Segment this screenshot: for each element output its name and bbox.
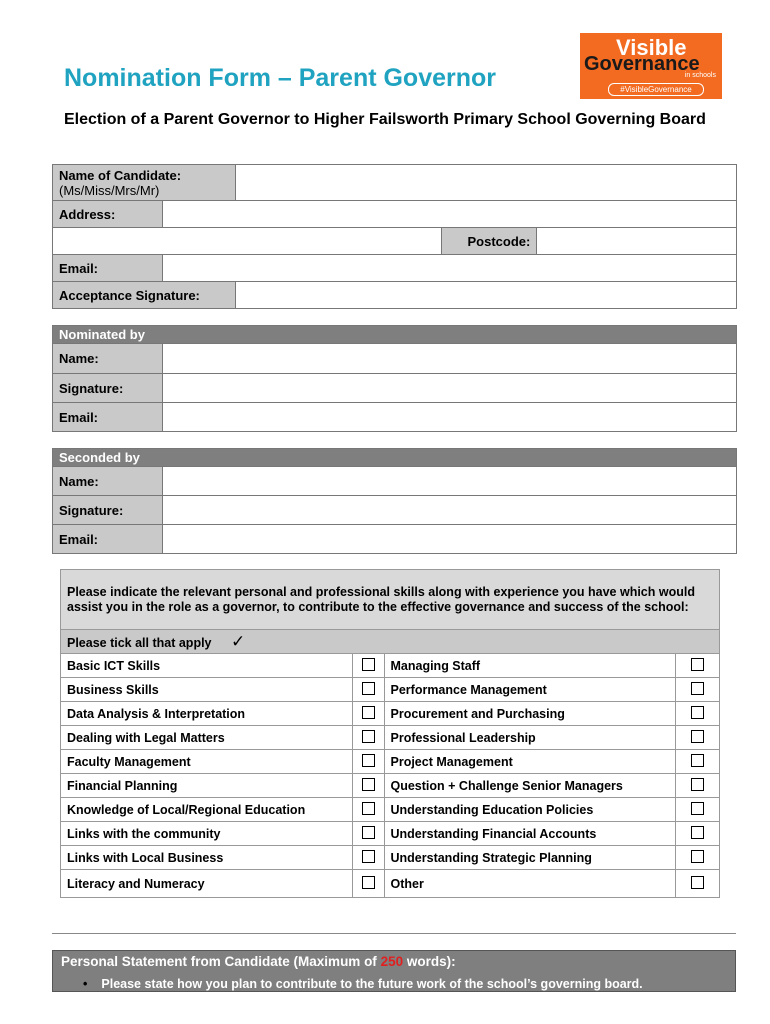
skill-checkbox-cell	[676, 774, 720, 798]
page-title: Nomination Form – Parent Governor	[64, 64, 497, 92]
skill-label: Links with the community	[61, 822, 353, 846]
skill-checkbox[interactable]	[691, 850, 704, 863]
personal-statement-bullet: • Please state how you plan to contribute to the future work of the school’s governing board.	[83, 977, 643, 991]
table-row	[61, 750, 720, 774]
skill-checkbox-cell	[352, 870, 384, 898]
skill-checkbox-cell	[676, 846, 720, 870]
logo-line2: Governance	[584, 53, 700, 75]
candidate-name-label: Name of Candidate: (Ms/Miss/Mrs/Mr)	[53, 165, 236, 201]
skill-checkbox-cell	[352, 774, 384, 798]
skill-checkbox-cell	[352, 846, 384, 870]
skill-checkbox-cell	[352, 798, 384, 822]
skill-label: Understanding Education Policies	[384, 798, 676, 822]
skill-checkbox[interactable]	[362, 802, 375, 815]
nominator-signature-label: Signature:	[53, 374, 163, 403]
table-row	[61, 726, 720, 750]
skill-label: Understanding Strategic Planning	[384, 846, 676, 870]
seconder-signature-label: Signature:	[53, 496, 163, 525]
skill-label: Data Analysis & Interpretation	[61, 702, 353, 726]
skill-label: Procurement and Purchasing	[384, 702, 676, 726]
postcode-field[interactable]	[537, 228, 737, 255]
skill-label: Dealing with Legal Matters	[61, 726, 353, 750]
skill-label: Faculty Management	[61, 750, 353, 774]
seconder-email-label: Email:	[53, 525, 163, 554]
acceptance-signature-field[interactable]	[235, 282, 736, 309]
skill-checkbox-cell	[676, 702, 720, 726]
skill-checkbox-cell	[676, 870, 720, 898]
logo-line3: in schools	[684, 72, 716, 79]
skill-checkbox[interactable]	[691, 658, 704, 671]
skill-checkbox[interactable]	[691, 730, 704, 743]
table-row	[61, 702, 720, 726]
personal-statement-header	[52, 950, 736, 992]
visible-governance-logo	[580, 33, 722, 99]
skill-checkbox[interactable]	[691, 778, 704, 791]
skill-checkbox-cell	[352, 678, 384, 702]
postcode-label: Postcode:	[442, 228, 537, 255]
skill-checkbox-cell	[676, 726, 720, 750]
table-row	[61, 774, 720, 798]
skill-checkbox[interactable]	[362, 826, 375, 839]
seconder-name-field[interactable]	[162, 467, 736, 496]
skill-checkbox-cell	[352, 822, 384, 846]
skill-checkbox[interactable]	[691, 876, 704, 889]
candidate-name-sublabel: (Ms/Miss/Mrs/Mr)	[59, 182, 160, 198]
skill-checkbox[interactable]	[691, 802, 704, 815]
skill-checkbox-cell	[352, 654, 384, 678]
skill-checkbox[interactable]	[362, 754, 375, 767]
table-row	[61, 822, 720, 846]
skill-checkbox-cell	[676, 798, 720, 822]
page-subtitle: Election of a Parent Governor to Higher Failsworth Primary School Governing Board	[64, 111, 706, 128]
skill-checkbox[interactable]	[362, 682, 375, 695]
skill-label: Understanding Financial Accounts	[384, 822, 676, 846]
bullet-icon: •	[83, 977, 88, 991]
skill-label: Question + Challenge Senior Managers	[384, 774, 676, 798]
skill-checkbox-cell	[676, 822, 720, 846]
table-row	[61, 846, 720, 870]
skill-label: Project Management	[384, 750, 676, 774]
skills-table	[60, 569, 720, 898]
skill-checkbox-cell	[352, 702, 384, 726]
skill-label: Literacy and Numeracy	[61, 870, 353, 898]
section-divider	[52, 933, 736, 934]
skill-checkbox[interactable]	[362, 658, 375, 671]
skill-checkbox-cell	[676, 750, 720, 774]
logo-line1: Visible	[616, 35, 687, 60]
candidate-name-field[interactable]	[235, 165, 736, 201]
skill-checkbox[interactable]	[362, 876, 375, 889]
nominator-email-field[interactable]	[162, 403, 736, 432]
candidate-email-field[interactable]	[162, 255, 736, 282]
skill-label: Financial Planning	[61, 774, 353, 798]
table-row	[61, 678, 720, 702]
seconder-email-field[interactable]	[162, 525, 736, 554]
personal-statement-title: Personal Statement from Candidate (Maximum of 250 words):	[61, 954, 456, 969]
skill-checkbox[interactable]	[691, 682, 704, 695]
acceptance-signature-label: Acceptance Signature:	[53, 282, 236, 309]
candidate-email-label: Email:	[53, 255, 163, 282]
nominated-table	[52, 325, 737, 432]
skills-intro: Please indicate the relevant personal and professional skills along with experience you have which would assist you in the role as a governor, to contribute to the effective governance and success of the school:	[61, 570, 720, 630]
nominator-name-field[interactable]	[162, 344, 736, 374]
seconded-table	[52, 448, 737, 554]
skill-label: Professional Leadership	[384, 726, 676, 750]
address-field-line1[interactable]	[162, 201, 736, 228]
skill-checkbox-cell	[352, 726, 384, 750]
nominator-name-label: Name:	[53, 344, 163, 374]
skill-checkbox[interactable]	[362, 730, 375, 743]
tick-instruction-label: Please tick all that apply	[67, 635, 212, 650]
skill-checkbox[interactable]	[691, 826, 704, 839]
skill-label: Managing Staff	[384, 654, 676, 678]
table-row	[61, 798, 720, 822]
skill-checkbox[interactable]	[362, 778, 375, 791]
nominator-signature-field[interactable]	[162, 374, 736, 403]
skill-checkbox[interactable]	[362, 706, 375, 719]
candidate-table	[52, 164, 737, 309]
skill-checkbox-cell	[352, 750, 384, 774]
table-row	[61, 654, 720, 678]
seconder-name-label: Name:	[53, 467, 163, 496]
word-limit: 250	[380, 954, 404, 969]
table-row	[61, 870, 720, 898]
nominated-header: Nominated by	[53, 326, 737, 344]
tick-instruction	[61, 630, 720, 654]
skill-checkbox[interactable]	[362, 850, 375, 863]
address-label: Address:	[53, 201, 163, 228]
skill-label: Business Skills	[61, 678, 353, 702]
skill-checkbox-cell	[676, 654, 720, 678]
skill-label: Other	[384, 870, 676, 898]
checkmark-icon: ✓	[231, 631, 246, 651]
seconded-header: Seconded by	[53, 449, 737, 467]
skill-checkbox[interactable]	[691, 706, 704, 719]
logo-hashtag: #VisibleGovernance	[608, 83, 704, 96]
skill-label: Knowledge of Local/Regional Education	[61, 798, 353, 822]
nominator-email-label: Email:	[53, 403, 163, 432]
address-field-line2[interactable]	[53, 228, 442, 255]
skill-label: Links with Local Business	[61, 846, 353, 870]
skill-label: Basic ICT Skills	[61, 654, 353, 678]
skill-checkbox[interactable]	[691, 754, 704, 767]
seconder-signature-field[interactable]	[162, 496, 736, 525]
skill-checkbox-cell	[676, 678, 720, 702]
skill-label: Performance Management	[384, 678, 676, 702]
